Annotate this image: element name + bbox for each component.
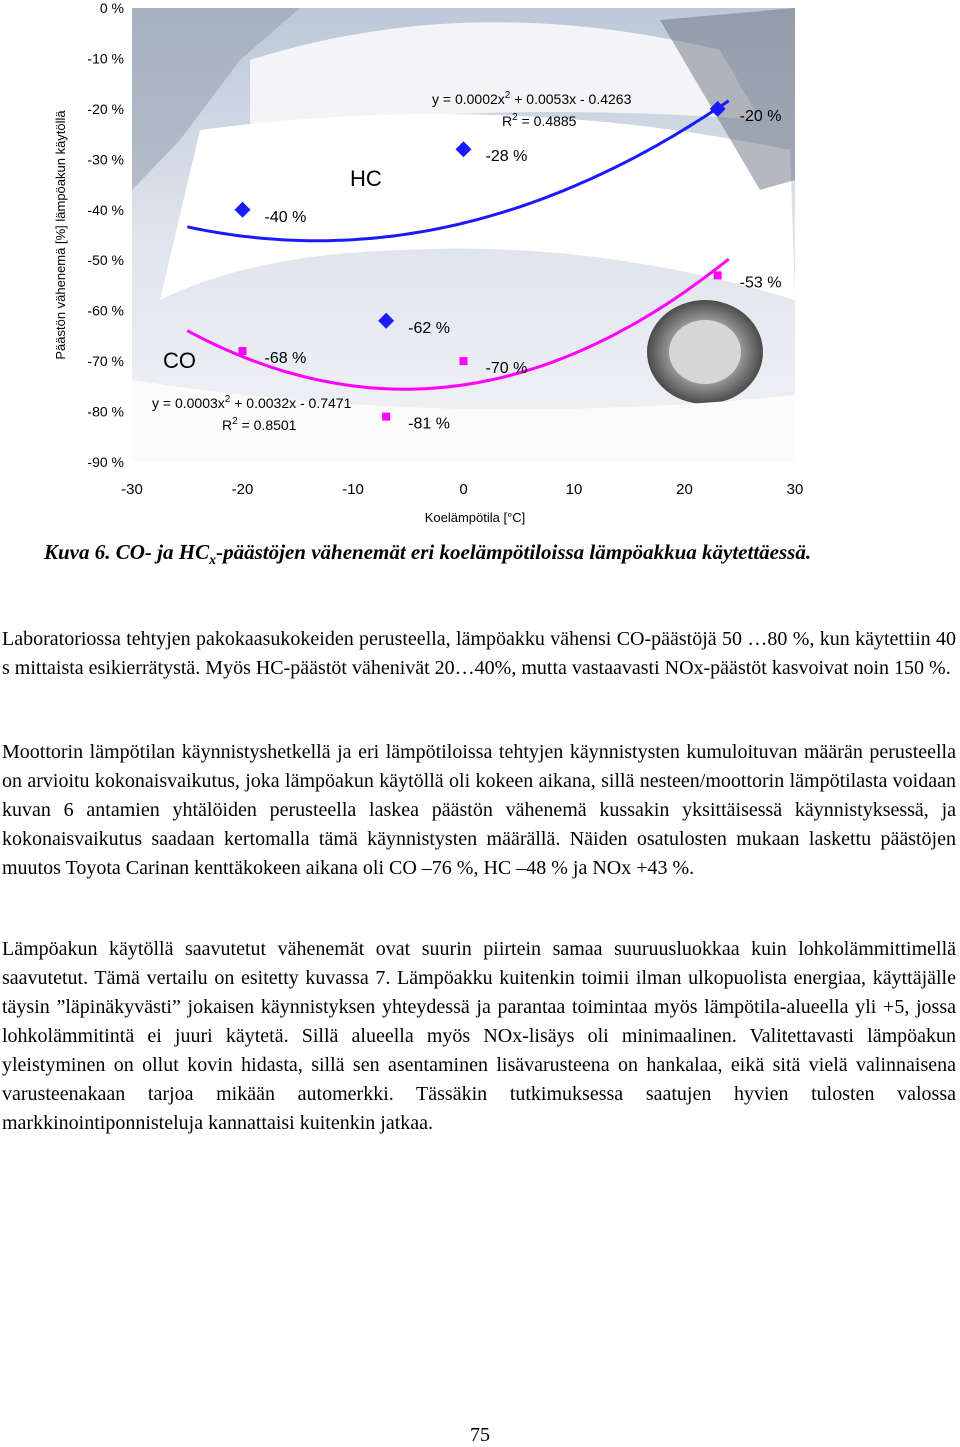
hc-equation-line2: $R^2 = 0.4885$	[502, 112, 577, 129]
co-equation-line1: $y = 0.0003x^2 + 0.0032x - 0.7471$	[152, 394, 352, 411]
chart-svg	[0, 0, 960, 530]
paragraph-2: Moottorin lämpötilan käynnistyshetkellä ja eri lämpötiloissa tehtyjen käynnistysten kumuloituvan määrän perusteella on arvioitu kokonaisvaikutus, joka lämpöakun käytöllä oli kokeen aikana, sillä nesteen/moottorin lämpötilasta voidaan kuvan 6 antamien yhtälöiden perusteella laskea päästön vähenemä kussakin yksittäisessä käynnistyksessä, ja kokonaisvaikutus saadaan kertomalla tämä käynnistysten määrällä. Näiden osatulosten mukaan laskettu päästöjen muutos Toyota Carinan kenttäkokeen aikana oli CO –76 %, HC –48 % ja NOx +43 %.	[2, 741, 956, 879]
y-tick-label: -70 %	[87, 353, 124, 370]
data-label: -40 %	[264, 208, 307, 226]
data-label: -62 %	[408, 319, 450, 337]
series-label-hc: HC	[350, 166, 382, 191]
series-label-co: CO	[163, 348, 196, 373]
data-label: -70 %	[485, 360, 528, 378]
data-point-co	[382, 413, 390, 421]
x-tick-label: 30	[786, 481, 804, 498]
x-axis-label: Koelämpötila [°C]	[424, 510, 526, 525]
figure-caption: Kuva 6. CO- ja $HC_x$-päästöjen vähenemät eri koelämpötiloissa lämpöakkua käytettäessä.	[44, 540, 812, 569]
x-tick-label: 0	[459, 481, 468, 498]
x-tick-label: 10	[565, 481, 583, 498]
data-label: -81 %	[408, 415, 450, 433]
data-label: -53 %	[739, 274, 782, 292]
y-tick-label: -10 %	[87, 50, 124, 67]
paragraph-3: Lämpöakun käytöllä saavutetut vähenemät ovat suurin piirtein samaa suuruusluokkaa kuin lohkolämmittimellä saavutetut. Tämä vertailu on esitetty kuvassa 7. Lämpöakku kuitenkin toimii ilman ulkopuolista energiaa, käyttäjälle täysin ”läpinäkyvästi” jokaisen käynnistyksen yhteydessä ja parantaa toimintaa myös lämpötila-alueella yli +5, jossa lohkolämmitintä ei juuri käytetä. Sillä alueella myös NOx-lisäys oli minimaalinen. Valitettavasti lämpöakun yleistyminen on ollut kovin hidasta, sillä sen asentaminen lisävarusteena on hankalaa, eikä sitä vielä valinnaisena varusteenakaan tarjoa mikään automerkki. Tässäkin tutkimuksessa saatujen hyvien tulosten valossa markkinointiponnisteluja kannattaisi kuitenkin jatkaa.	[2, 938, 956, 1134]
y-tick-label: -80 %	[87, 403, 124, 420]
page-number: 75	[470, 1424, 490, 1446]
y-axis-label: Päästön vähenemä [%] lämpöakun käytöllä	[53, 110, 68, 360]
y-tick-label: 0 %	[99, 0, 124, 16]
y-tick-label: -40 %	[87, 201, 124, 218]
data-label: -68 %	[264, 350, 307, 368]
emission-chart	[0, 0, 960, 530]
data-label: -28 %	[485, 148, 528, 166]
y-tick-label: -60 %	[87, 302, 124, 319]
data-point-co	[239, 347, 247, 355]
x-tick-label: 20	[676, 481, 693, 498]
co-equation-line2: $R^2 = 0.8501$	[222, 416, 297, 433]
x-tick-label: -20	[231, 481, 254, 498]
x-tick-label: -30	[121, 481, 143, 498]
y-tick-label: -50 %	[87, 252, 124, 269]
data-point-co	[714, 271, 722, 279]
x-tick-label: -10	[342, 481, 364, 498]
data-point-co	[460, 357, 468, 365]
y-tick-label: -90 %	[87, 454, 124, 470]
y-tick-label: -30 %	[87, 151, 124, 168]
paragraph-1: Laboratoriossa tehtyjen pakokaasukokeiden perusteella, lämpöakku vähensi CO-päästöjä 50 …80 %, kun käytettiin 40 s mittaista esikierrätystä. Myös HC-päästöt vähenivät 20…40%, mutta vastaavasti NOx-päästöt kasvoivat noin 150 %.	[2, 628, 956, 679]
data-label: -20 %	[739, 107, 782, 125]
y-tick-label: -20 %	[87, 100, 124, 117]
hc-equation-line1: $y = 0.0002x^2 + 0.0053x - 0.4263$	[432, 90, 632, 107]
